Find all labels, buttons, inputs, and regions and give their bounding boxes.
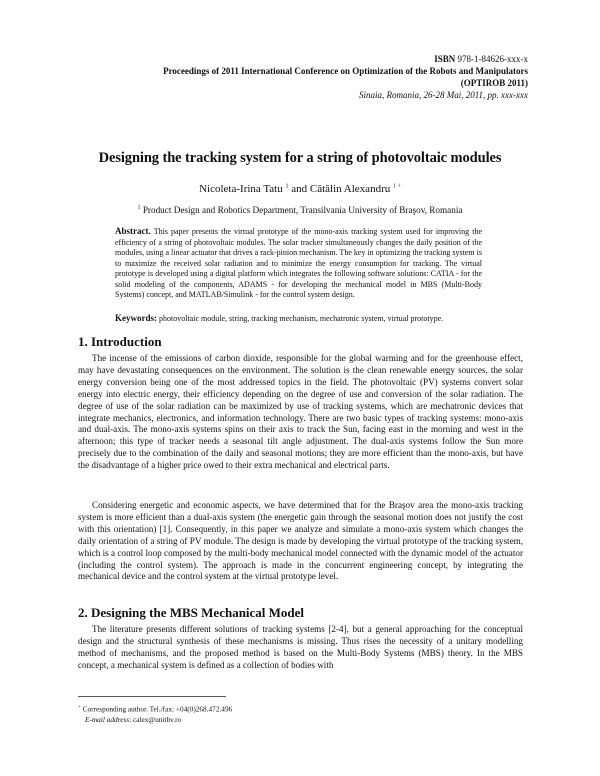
author-conjunction: and (291, 183, 308, 195)
affiliation (60, 205, 540, 215)
keywords-label: Keywords: (115, 313, 157, 323)
footnote-email (78, 715, 478, 726)
abstract-text: This paper presents the virtual prototype of the mono-axis tracking system used for improving the efficiency of a string of photovoltaic modules. The solar tracker simultaneously changes the daily position of the modules, using a linear actuator that drives a rack-pinion mechanism. The key in optimizing the tracking system is to maximize the received solar radiation and to minimize the energy consumption for tracking. The virtual prototype is developed using a digital platform which integrates the following software solutions: CATIA - for the solid modeling of the components, ADAMS - for developing the mechanical model in MBS (Multi-Body Systems) concept, and MATLAB/Simulink - for the control system design. (115, 227, 482, 299)
isbn-label: ISBN (434, 54, 456, 64)
proceedings-header (58, 53, 528, 101)
conference-acronym: (OPTIROB 2011) (460, 78, 528, 88)
author-line (60, 183, 540, 195)
email-value: : calex@unitbv.ro (129, 714, 182, 724)
author-name: Nicoleta-Irina Tatu (199, 183, 283, 195)
footnote-mark: + (78, 705, 81, 710)
keywords (115, 313, 482, 325)
footnote-divider (78, 696, 226, 697)
author-affiliation-mark: 1 + (392, 183, 401, 190)
footnote (78, 703, 478, 725)
isbn-number: 978-1-84626-xxx-x (457, 54, 528, 64)
paragraph: The incense of the emissions of carbon dioxide, responsible for the global warming and for the greenhouse effect, may have devastating consequences on the environment. The solution is the clean renewable energy sources, the solar energy conversion being one of the most addressed topics in the field. The photovoltaic (PV) systems convert solar energy into electric energy, their efficiency depending on the degree of use and conversion of the solar radiation. The degree of use of the solar radiation can be maximized by use of tracking systems, which are mechatronic devices that integrate mechanics, electronics, and information technology. There are two basic types of tracking systems: mono-axis and dual-axis. The mono-axis systems spins on their axis to track the Sun, facing east in the morning and west in the afternoon; this type of tracker needs a seasonal tilt angle adjustment. The dual-axis systems follow the Sun more precisely due to the combination of the daily and seasonal motions; they are more efficient than the mono-axis, but have the disadvantage of a higher price owed to their extra mechanical and electrical parts. (78, 353, 523, 471)
conference-location: Sinaia, Romania, 26-28 Mai, 2011, pp. xxx-xxx (358, 90, 528, 100)
keywords-text: photovoltaic module, string, tracking mechanism, mechatronic system, virtual prototype. (159, 314, 444, 323)
proceedings-title: Proceedings of 2011 International Conference on Optimization of the Robots and Manipulators (163, 66, 528, 76)
paper-title: Designing the tracking system for a string of photovoltaic modules (98, 150, 502, 166)
abstract (115, 226, 482, 301)
email-label: E-mail address (85, 714, 130, 724)
section-heading-introduction: 1. Introduction (78, 334, 162, 349)
author-affiliation-mark: 1 (285, 183, 289, 190)
section-heading-mbs-model: 2. Designing the MBS Mechanical Model (78, 605, 305, 620)
isbn-line (58, 53, 528, 65)
paragraph: The literature presents different solutions of tracking systems [2-4], but a general approaching for the conceptual design and the structural synthesis of these mechanisms is missing. Thus rises the necessity of a unitary modelling method of mechanisms, and the proposed method is based on the Multi-Body Systems (MBS) theory. In the MBS concept, a mechanical system is defined as a collection of bodies with (78, 624, 523, 670)
abstract-label: Abstract. (115, 226, 151, 236)
affiliation-mark: 1 (137, 205, 141, 211)
footnote-corresponding (78, 703, 478, 715)
paragraph: Considering energetic and economic aspects, we have determined that for the Braşov area the mono-axis tracking system is more efficient than a dual-axis system (the energetic gain through the seasonal motion does not justify the cost with this orientation) [1]. Consequently, in this paper we analyze and simulate a mono-axis system which changes the daily orientation of a string of PV module. The design is made by developing the virtual prototype of the tracking system, which is a control loop composed by the multi-body mechanical model connected with the dynamic model of the actuator (including the control system). The approach is made in the concurrent engineering concept, by integrating the mechanical device and the control system at the virtual prototype level. (78, 500, 523, 582)
affiliation-text: Product Design and Robotics Department, Transilvania University of Braşov, Romania (142, 205, 463, 216)
footnote-corresponding-text: Corresponding author. Tel./fax: +04(0)268.472.496 (82, 704, 233, 714)
author-name: Cătălin Alexandru (309, 183, 391, 195)
